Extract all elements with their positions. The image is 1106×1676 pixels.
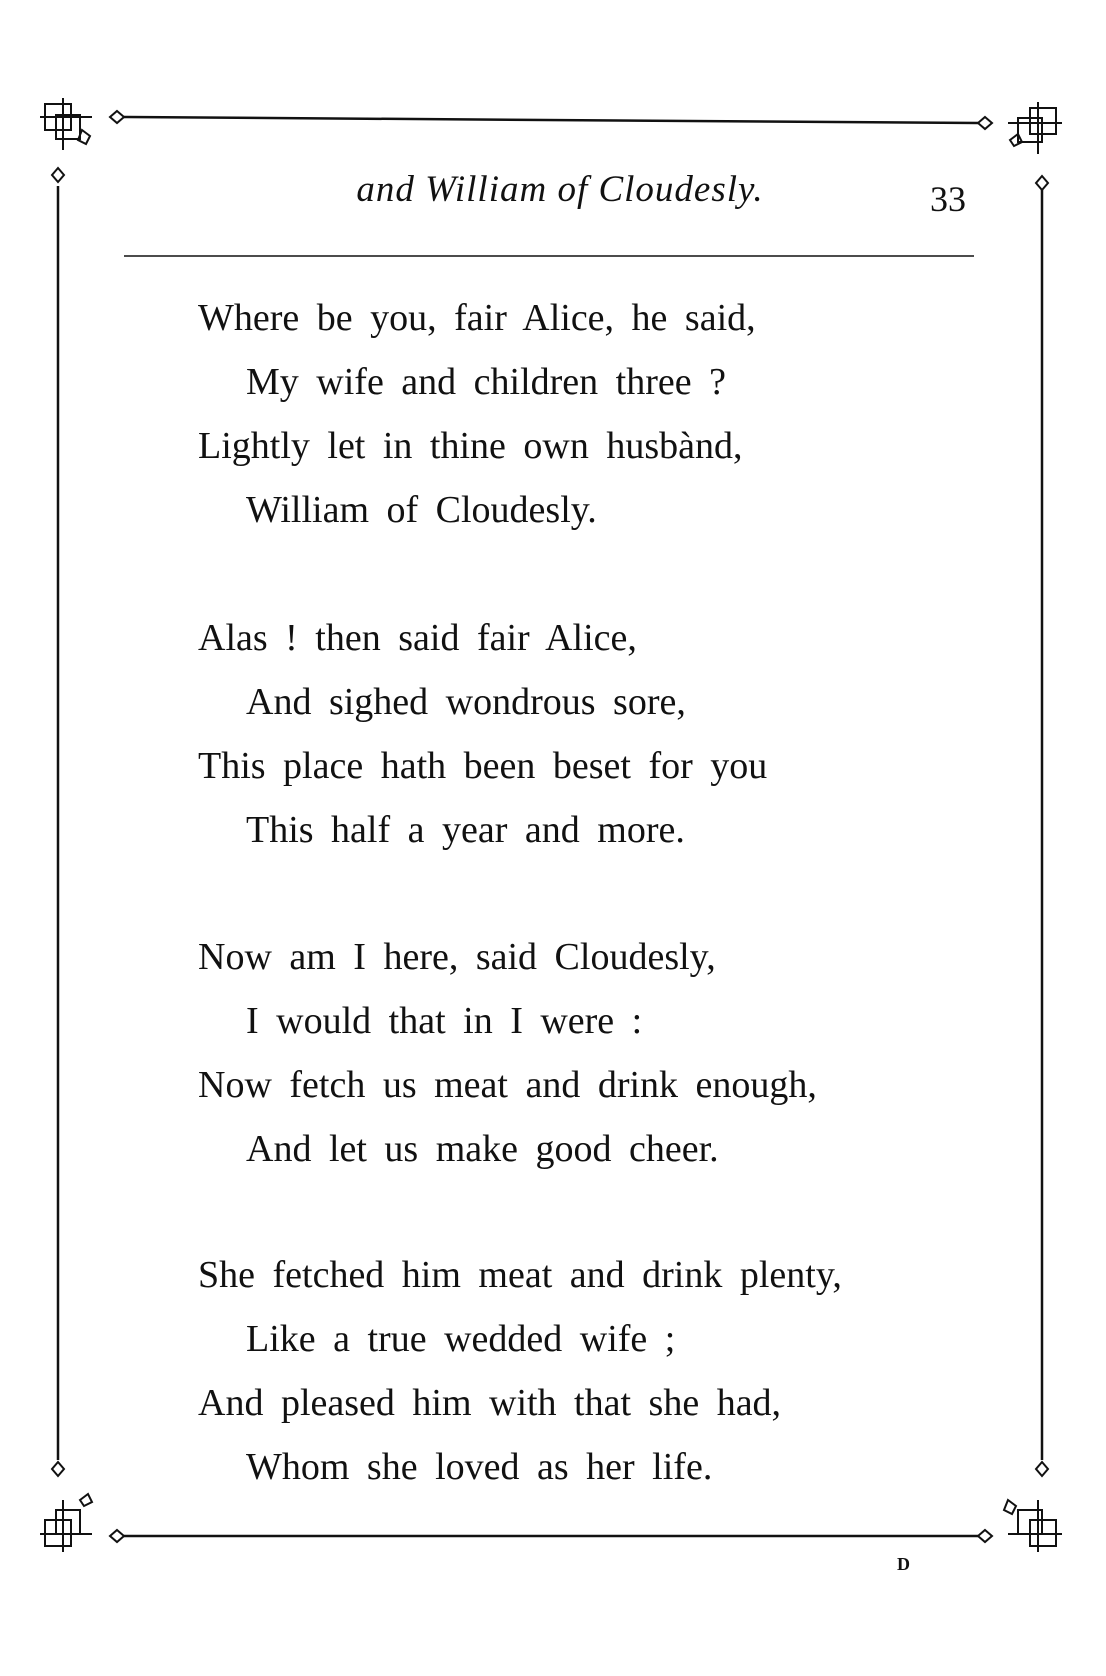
verse-line: And pleased him with that she had,	[198, 1382, 782, 1424]
stanza	[198, 1243, 978, 1499]
corner-ornament-top-right	[978, 102, 1062, 190]
corner-ornament-bottom-left	[40, 1462, 124, 1552]
stanza	[198, 606, 978, 862]
verse-line: Lightly let in thine own husbànd,	[198, 425, 743, 467]
verse-line: She fetched him meat and drink plenty,	[198, 1254, 842, 1296]
verse-line: Alas ! then said fair Alice,	[198, 617, 637, 659]
stanza	[198, 286, 978, 542]
verse-line: Like a true wedded wife ;	[246, 1318, 676, 1360]
page-number: 33	[930, 179, 966, 219]
verse-line: And sighed wondrous sore,	[246, 681, 686, 723]
verse-line: Whom she loved as her life.	[246, 1446, 713, 1488]
verse-line: Where be you, fair Alice, he said,	[198, 297, 756, 339]
corner-ornament-bottom-right	[978, 1462, 1062, 1552]
verse-line: William of Cloudesly.	[246, 489, 597, 531]
verse-line: And let us make good cheer.	[246, 1128, 719, 1170]
signature-mark: D	[897, 1554, 910, 1574]
verse-line: Now fetch us meat and drink enough,	[198, 1064, 817, 1106]
corner-ornament-top-left	[40, 98, 124, 182]
stanza	[198, 925, 978, 1181]
verse-line: This place hath been beset for you	[198, 745, 768, 787]
verse-line: Now am I here, said Cloudesly,	[198, 936, 716, 978]
running-header-title: and William of Cloudesly.	[356, 169, 764, 210]
verse-line: I would that in I were :	[246, 1000, 643, 1042]
verse-line: My wife and children three ?	[246, 361, 726, 403]
verse-line: This half a year and more.	[246, 809, 685, 851]
